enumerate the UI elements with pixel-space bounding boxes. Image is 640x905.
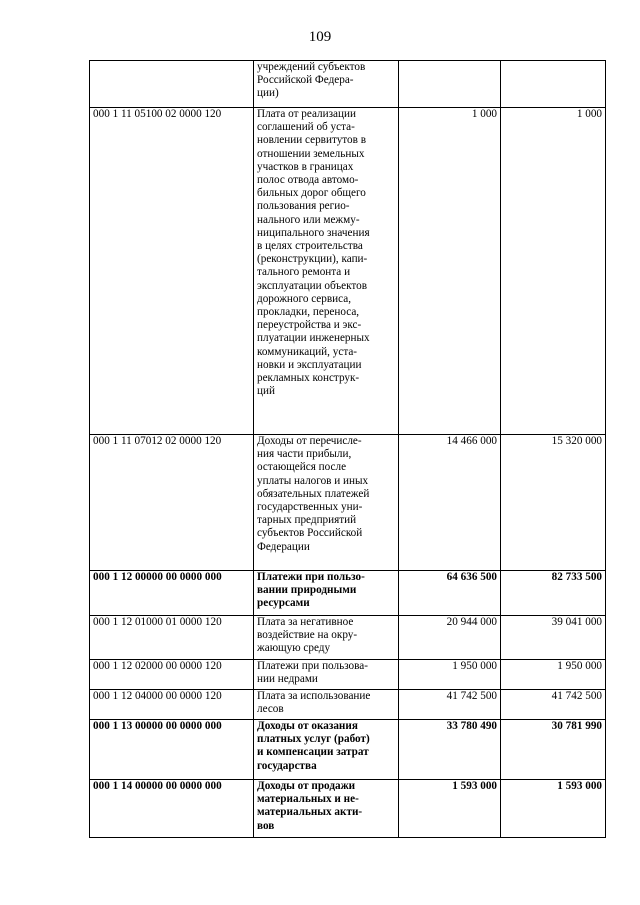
amount-year1-cell (399, 780, 501, 838)
budget-table-body (90, 61, 606, 838)
amount-year2-cell-text: 82 733 500 (551, 571, 602, 583)
income-name-cell-text: Плата за использование лесов (257, 690, 371, 716)
amount-year1-cell (399, 616, 501, 660)
table-row (90, 435, 606, 571)
table-row (90, 616, 606, 660)
page-number: 109 (308, 29, 332, 45)
table-row (90, 660, 606, 690)
income-name-cell-text: Доходы от продажи материальных и не- материальных акти- вов (257, 780, 363, 832)
income-code-cell (90, 780, 254, 838)
income-code-cell-text: 000 1 14 00000 00 0000 000 (93, 780, 222, 792)
income-code-cell (90, 61, 254, 108)
income-name-cell (254, 780, 399, 838)
income-code-cell (90, 571, 254, 616)
table-row (90, 690, 606, 720)
income-name-cell (254, 720, 399, 780)
amount-year2-cell-text: 1 593 000 (557, 780, 602, 792)
table-row (90, 780, 606, 838)
budget-table (89, 60, 606, 838)
income-name-cell (254, 616, 399, 660)
amount-year2-cell-text: 1 950 000 (557, 660, 602, 672)
amount-year2-cell (501, 720, 606, 780)
amount-year1-cell (399, 720, 501, 780)
income-code-cell (90, 720, 254, 780)
table-row (90, 108, 606, 435)
amount-year1-cell (399, 690, 501, 720)
income-code-cell-text: 000 1 11 07012 02 0000 120 (93, 435, 222, 447)
table-row (90, 720, 606, 780)
income-code-cell-text: 000 1 12 02000 00 0000 120 (93, 660, 222, 672)
amount-year1-cell-text: 1 593 000 (452, 780, 497, 792)
income-name-cell-text: Доходы от перечисле- ния части прибыли, остающейся после уплаты налогов и иных обязательных платежей государственных уни- тарных предприятий субъектов Российской Федерации (257, 435, 370, 553)
table-row (90, 61, 606, 108)
amount-year2-cell (501, 780, 606, 838)
income-name-cell (254, 571, 399, 616)
amount-year2-cell (501, 690, 606, 720)
amount-year1-cell-text: 64 636 500 (446, 571, 497, 583)
amount-year2-cell (501, 616, 606, 660)
income-name-cell (254, 108, 399, 435)
amount-year2-cell-text: 41 742 500 (551, 690, 602, 702)
amount-year2-cell (501, 108, 606, 435)
income-name-cell-text: Плата от реализации соглашений об уста- новлении сервитутов в отношении земельных участков в границах полос отвода автомо- бильных дорог общего пользования регио- нального или межму- ниципального значения в целях строительства (реконструкции), капи- тального ремонта и эксплуатации объектов дорожного сервиса, прокладки, переноса, переустройства и экс- плуатации инженерных коммуникаций, уста- новки и эксплуатации рекламных конструк- ций (257, 108, 370, 398)
income-code-cell (90, 690, 254, 720)
income-name-cell (254, 690, 399, 720)
amount-year2-cell-text: 1 000 (576, 108, 602, 120)
amount-year2-cell (501, 571, 606, 616)
income-name-cell (254, 660, 399, 690)
income-name-cell-text: Платежи при пользова- нии недрами (257, 660, 368, 686)
table-row (90, 571, 606, 616)
income-name-cell-text: Доходы от оказания платных услуг (работ) и компенсации затрат государства (257, 720, 370, 772)
amount-year1-cell (399, 571, 501, 616)
income-code-cell (90, 660, 254, 690)
income-code-cell (90, 616, 254, 660)
amount-year2-cell-text: 30 781 990 (551, 720, 602, 732)
amount-year1-cell-text: 20 944 000 (446, 616, 497, 628)
amount-year2-cell-text: 15 320 000 (551, 435, 602, 447)
amount-year1-cell (399, 61, 501, 108)
income-code-cell-text: 000 1 12 04000 00 0000 120 (93, 690, 222, 702)
amount-year2-cell (501, 61, 606, 108)
income-name-cell-text: Платежи при пользо- вании природными ресурсами (257, 571, 365, 610)
amount-year1-cell-text: 14 466 000 (446, 435, 497, 447)
income-name-cell (254, 61, 399, 108)
income-name-cell (254, 435, 399, 571)
income-code-cell-text: 000 1 13 00000 00 0000 000 (93, 720, 222, 732)
amount-year1-cell-text: 1 950 000 (452, 660, 497, 672)
amount-year1-cell-text: 41 742 500 (446, 690, 497, 702)
amount-year1-cell (399, 435, 501, 571)
amount-year1-cell (399, 660, 501, 690)
amount-year1-cell (399, 108, 501, 435)
income-code-cell-text: 000 1 11 05100 02 0000 120 (93, 108, 222, 120)
amount-year2-cell (501, 435, 606, 571)
income-name-cell-text: учреждений субъектов Российской Федера- ции) (257, 61, 366, 100)
amount-year1-cell-text: 1 000 (471, 108, 497, 120)
amount-year2-cell-text: 39 041 000 (551, 616, 602, 628)
income-code-cell (90, 108, 254, 435)
income-name-cell-text: Плата за негативное воздействие на окру- жающую среду (257, 616, 358, 655)
amount-year2-cell (501, 660, 606, 690)
income-code-cell-text: 000 1 12 01000 01 0000 120 (93, 616, 222, 628)
income-code-cell (90, 435, 254, 571)
income-code-cell-text: 000 1 12 00000 00 0000 000 (93, 571, 222, 583)
amount-year1-cell-text: 33 780 490 (446, 720, 497, 732)
